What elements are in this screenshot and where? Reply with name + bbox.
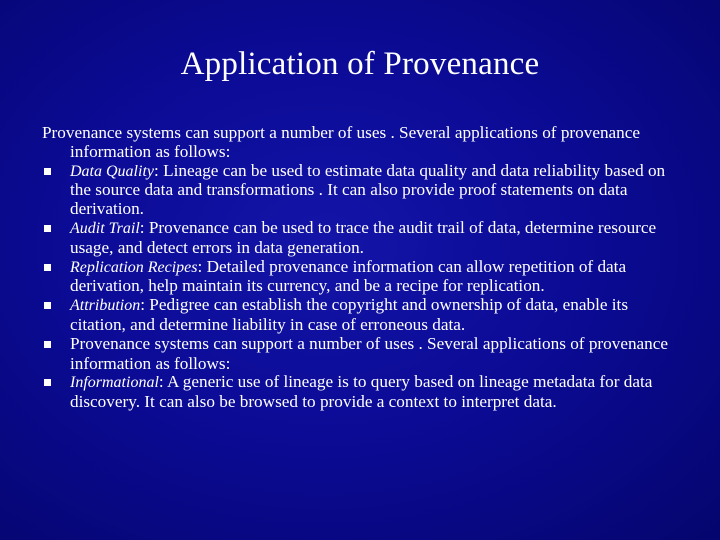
bullet-item-data-quality [42,162,682,219]
bullet-text: : Detailed provenance information can allow repetition of data derivation, help maintain its currency, and be a recipe for replication. [70,256,627,296]
bullet-term: Replication Recipes [70,258,198,276]
intro-paragraph: Provenance systems can support a number of uses . Several applications of provenance information as follows: [42,123,641,161]
bullet-item-replication-recipes [42,258,682,297]
bullet-item-audit-trail [42,219,682,258]
square-bullet-icon [44,225,51,232]
bullet-term: Attribution [70,297,141,315]
square-bullet-icon [44,264,51,271]
bullet-term: Audit Trail [70,219,140,237]
bullet-term: Data Quality [70,162,154,180]
bullet-text: : Pedigree can establish the copyright and ownership of data, enable its citation, and determine liability in case of erroneous data. [70,295,629,334]
square-bullet-icon [44,168,51,175]
square-bullet-icon [44,302,51,309]
bullet-item-informational [42,373,682,412]
bullet-text: : A generic use of lineage is to query based on lineage metadata for data discovery. It can also be browsed to provide a context to interpret data. [70,372,653,412]
slide-title: Application of Provenance [180,46,540,82]
square-bullet-icon [44,341,51,348]
bullet-text: : Provenance can be used to trace the audit trail of data, determine resource usage, and detect errors in data generation. [70,217,657,257]
bullet-item-attribution [42,296,682,335]
bullet-term: Informational [70,374,159,392]
bullet-text: : Lineage can be used to estimate data quality and data reliability based on the source data and transformations . It can also provide proof statements on data derivation. [70,160,666,219]
bullet-list [42,162,682,412]
square-bullet-icon [44,379,51,386]
bullet-text: Provenance systems can support a number of uses . Several applications of provenance information as follows: [70,333,669,373]
slide-body [42,124,682,412]
bullet-item-repeat-intro [42,335,682,374]
